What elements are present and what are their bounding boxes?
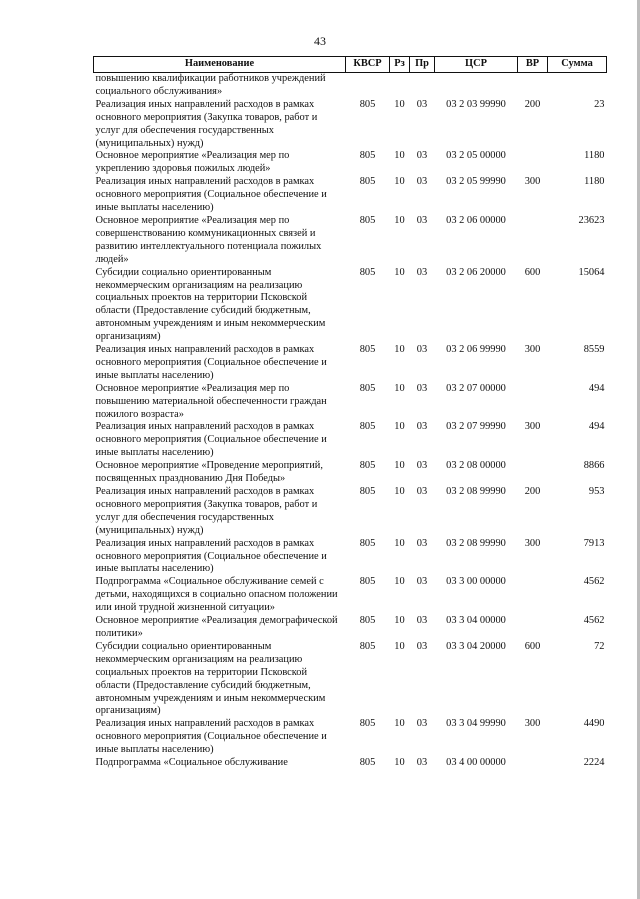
cell-csr: 03 2 06 99990 (446, 344, 506, 356)
cell-sum: 4490 (583, 718, 605, 730)
cell-kvsr: 805 (359, 486, 376, 497)
cell-csr: 03 2 06 00000 (446, 214, 506, 226)
cell-rz: 10 (394, 266, 405, 278)
cell-name: Основное мероприятие «Проведение мероприятий, посвященных празднованию Дня Победы» (95, 460, 323, 485)
cell-rz: 10 (394, 382, 405, 394)
cell-csr: 03 2 05 00000 (446, 150, 506, 162)
cell-pr: 03 (416, 576, 428, 588)
cell-pr: 03 (416, 421, 428, 433)
cell-csr: 03 3 00 00000 (446, 576, 506, 588)
cell-rz: 10 (394, 537, 405, 549)
cell-name: Основное мероприятие «Реализация мер по повышению материальной обеспеченности граждан пожилого возраста» (95, 382, 327, 420)
cell-sum: 7913 (583, 537, 605, 549)
cell-pr: 03 (416, 266, 428, 278)
header-rz: Рз (390, 57, 410, 73)
cell-vr: 300 (524, 537, 541, 549)
cell-name: Реализация иных направлений расходов в рамках основного мероприятия (Социальное обеспечение и иные выплаты населению) (95, 537, 327, 575)
cell-csr: 03 2 03 99990 (446, 98, 506, 110)
cell-name: Реализация иных направлений расходов в рамках основного мероприятия (Социальное обеспечение и иные выплаты населению) (95, 421, 327, 459)
table-row (94, 641, 607, 718)
table-row (94, 615, 607, 641)
cell-pr: 03 (416, 382, 428, 394)
cell-sum: 8559 (583, 344, 605, 356)
header-vr: ВР (518, 57, 548, 73)
table-row (94, 73, 607, 99)
cell-name: Основное мероприятие «Реализация мер по совершенствованию коммуникационных связей и развитию интеллектуального потенциала пожилых людей» (95, 214, 322, 265)
cell-sum: 4562 (583, 615, 605, 627)
table-row (94, 176, 607, 215)
cell-name: повышению квалификации работников учреждений социального обслуживания» (95, 73, 326, 97)
cell-sum: 494 (588, 421, 605, 433)
cell-kvsr: 805 (359, 176, 376, 188)
cell-vr: 300 (524, 344, 541, 356)
table-row (94, 757, 607, 770)
cell-sum: 72 (594, 640, 605, 652)
cell-sum: 953 (588, 486, 605, 497)
cell-kvsr: 805 (359, 98, 376, 110)
cell-sum: 2224 (583, 757, 605, 769)
cell-vr (518, 73, 548, 99)
cell-rz: 10 (394, 757, 405, 769)
cell-rz: 10 (394, 98, 405, 110)
cell-kvsr: 805 (359, 576, 376, 588)
cell-csr: 03 3 04 99990 (446, 718, 506, 730)
header-name: Наименование (94, 57, 346, 73)
cell-csr: 03 2 08 99990 (446, 537, 506, 549)
cell-pr: 03 (416, 214, 428, 226)
cell-sum: 494 (588, 382, 605, 394)
page-number: 43 (314, 34, 326, 48)
cell-rz: 10 (394, 176, 405, 188)
cell-pr: 03 (416, 486, 428, 497)
table-row (94, 460, 607, 486)
cell-csr (435, 73, 518, 99)
budget-table (93, 56, 607, 770)
cell-csr: 03 2 08 99990 (446, 486, 506, 497)
table-row (94, 538, 607, 577)
cell-kvsr: 805 (359, 382, 376, 394)
table-row (94, 99, 607, 151)
cell-kvsr: 805 (359, 460, 376, 472)
table-row (94, 344, 607, 383)
table-row (94, 215, 607, 267)
cell-pr: 03 (416, 615, 428, 627)
cell-name: Подпрограмма «Социальное обслуживание семей с детьми, находящихся в социально опасном положении или иной трудной жизненной ситуации» (95, 576, 338, 614)
cell-vr: 600 (524, 640, 541, 652)
cell-rz: 10 (394, 576, 405, 588)
cell-pr: 03 (416, 344, 428, 356)
cell-vr: 300 (524, 421, 541, 433)
cell-kvsr: 805 (359, 718, 376, 730)
cell-csr: 03 2 07 99990 (446, 421, 506, 433)
cell-name: Реализация иных направлений расходов в рамках основного мероприятия (Социальное обеспечение и иные выплаты населению) (95, 718, 327, 756)
cell-csr: 03 3 04 20000 (446, 640, 506, 652)
cell-kvsr: 805 (359, 757, 376, 769)
cell-sum: 23623 (578, 214, 605, 226)
cell-vr: 600 (524, 266, 541, 278)
table-row (94, 576, 607, 615)
cell-rz: 10 (394, 640, 405, 652)
header-sum: Сумма (548, 57, 607, 73)
cell-name: Основное мероприятие «Реализация мер по укреплению здоровья пожилых людей» (95, 150, 290, 175)
cell-kvsr (346, 73, 390, 99)
cell-vr (518, 460, 548, 486)
cell-pr: 03 (416, 150, 428, 162)
header-csr: ЦСР (435, 57, 518, 73)
cell-vr (518, 150, 548, 176)
cell-sum (548, 73, 607, 99)
cell-csr: 03 3 04 00000 (446, 615, 506, 627)
cell-rz: 10 (394, 460, 405, 472)
cell-kvsr: 805 (359, 214, 376, 226)
cell-kvsr: 805 (359, 266, 376, 278)
cell-rz: 10 (394, 718, 405, 730)
cell-sum: 15064 (578, 266, 605, 278)
table-row (94, 383, 607, 422)
cell-rz (390, 73, 410, 99)
cell-pr: 03 (416, 640, 428, 652)
cell-rz: 10 (394, 150, 405, 162)
cell-kvsr: 805 (359, 344, 376, 356)
cell-vr (518, 383, 548, 422)
cell-rz: 10 (394, 344, 405, 356)
cell-name: Реализация иных направлений расходов в рамках основного мероприятия (Социальное обеспечение и иные выплаты населению) (95, 176, 327, 214)
cell-pr: 03 (416, 460, 428, 472)
cell-sum: 8866 (583, 460, 605, 472)
cell-name: Реализация иных направлений расходов в рамках основного мероприятия (Социальное обеспечение и иные выплаты населению) (95, 344, 327, 381)
table-row (94, 150, 607, 176)
table-row (94, 486, 607, 538)
cell-name: Субсидии социально ориентированным некоммерческим организациям на реализацию социальных проектов на территории Псковской области (Предоставление субсидий бюджетным, автономным учреждениям и иным некоммерческим организациям) (95, 266, 326, 343)
cell-vr (518, 215, 548, 267)
cell-pr: 03 (416, 176, 428, 188)
cell-name: Субсидии социально ориентированным некоммерческим организациям на реализацию социальных проектов на территории Псковской области (Предоставление субсидий бюджетным, автономным учреждениям и иным некоммерческим организациям) (95, 640, 326, 717)
cell-name: Реализация иных направлений расходов в рамках основного мероприятия (Закупка товаров, работ и услуг для обеспечения государственных (муниципальных) нужд) (95, 98, 318, 149)
header-pr: Пр (410, 57, 435, 73)
cell-csr: 03 2 06 20000 (446, 266, 506, 278)
cell-sum: 23 (594, 98, 605, 110)
table-row (94, 421, 607, 460)
cell-pr: 03 (416, 757, 428, 769)
cell-name: Основное мероприятие «Реализация демографической политики» (95, 615, 338, 639)
cell-csr: 03 4 00 00000 (446, 757, 506, 769)
cell-csr: 03 2 05 99990 (446, 176, 506, 188)
table-header-row (94, 57, 607, 73)
cell-kvsr: 805 (359, 421, 376, 433)
cell-kvsr: 805 (359, 615, 376, 627)
cell-vr: 300 (524, 718, 541, 730)
cell-csr: 03 2 08 00000 (446, 460, 506, 472)
table-row (94, 718, 607, 757)
cell-rz: 10 (394, 421, 405, 433)
cell-vr: 200 (524, 98, 541, 110)
cell-name: Реализация иных направлений расходов в рамках основного мероприятия (Закупка товаров, работ и услуг для обеспечения государственных (муниципальных) нужд) (95, 486, 318, 536)
table-row (94, 267, 607, 344)
cell-pr: 03 (416, 98, 428, 110)
cell-vr (518, 757, 548, 770)
cell-sum: 4562 (583, 576, 605, 588)
table-body (94, 73, 607, 770)
cell-sum: 1180 (584, 150, 605, 162)
cell-kvsr: 805 (359, 150, 376, 162)
cell-pr: 03 (416, 718, 428, 730)
header-kvsr: КВСР (346, 57, 390, 73)
cell-kvsr: 805 (359, 537, 376, 549)
cell-vr: 300 (524, 176, 541, 188)
cell-csr: 03 2 07 00000 (446, 382, 506, 394)
cell-sum: 1180 (584, 176, 605, 188)
cell-rz: 10 (394, 615, 405, 627)
cell-name: Подпрограмма «Социальное обслуживание (95, 757, 288, 769)
cell-rz: 10 (394, 486, 405, 497)
cell-vr (518, 615, 548, 641)
cell-pr: 03 (416, 537, 428, 549)
cell-vr: 200 (524, 486, 541, 497)
cell-kvsr: 805 (359, 640, 376, 652)
cell-pr (410, 73, 435, 99)
cell-vr (518, 576, 548, 615)
cell-rz: 10 (394, 214, 405, 226)
